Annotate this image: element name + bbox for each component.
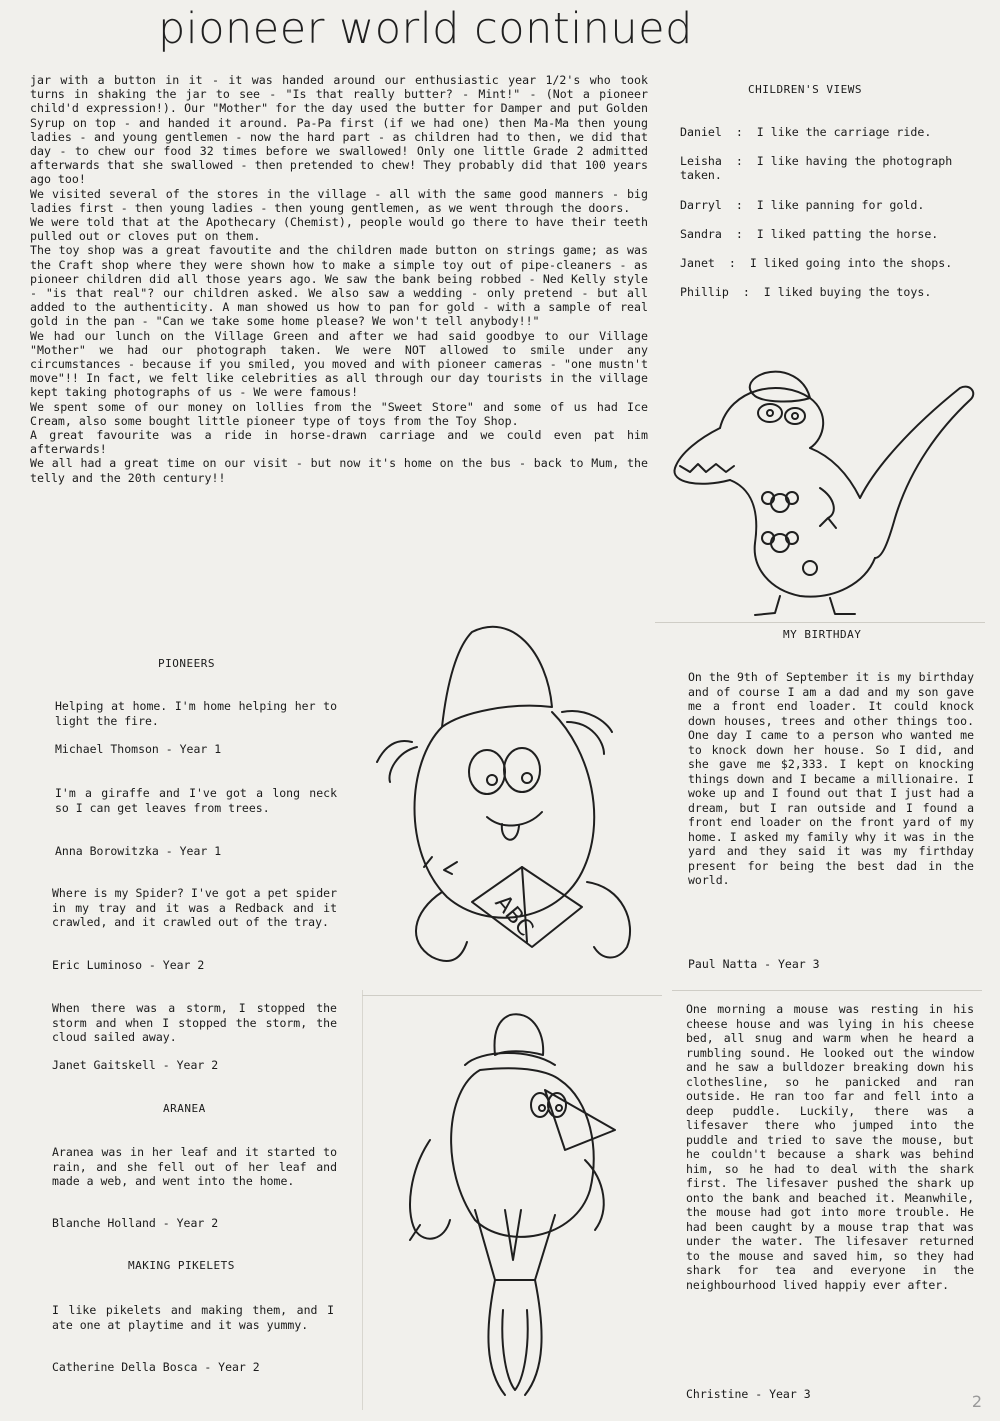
page-title: pioneer world continued xyxy=(158,4,693,54)
birthday-heading: MY BIRTHDAY xyxy=(783,628,862,641)
main-story xyxy=(30,73,648,485)
pioneers-heading: PIONEERS xyxy=(158,657,215,670)
story-paragraph: The toy shop was a great favoutite and the children made button on strings game; as was the Craft shop where they were shown how to make a simple toy out of pipe-cleaners - as pioneer children did all those years ago. We saw the bank being robbed - Ned Kelly style - "is that real"? our children asked. We also saw a wedding - only pretend - but all added to the authenticity. A man showed us how to pan for gold - with a sample of real gold in the pan - "Can we take some home please? We won't tell anybody!!" xyxy=(30,243,648,329)
poem-text: Aranea was in her leaf and it started to rain, and she fell out of her leaf and made a web, and went into the home. xyxy=(52,1145,337,1188)
view-item: Daniel : I like the carriage ride. xyxy=(680,125,932,139)
bird-character-illustration xyxy=(385,1010,625,1410)
poem-text: Where is my Spider? I've got a pet spider in my tray and it was a Redback and it crawled, and it crawled out of the tray. xyxy=(52,886,337,929)
byline: Christine - Year 3 xyxy=(686,1387,811,1401)
view-item: Phillip : I liked buying the toys. xyxy=(680,285,932,300)
birthday-text: On the 9th of September it is my birthday and of course I am a dad and my son gave me a front end loader. It could knock down houses, trees and other things too. One day I came to a person who wanted me to knock down her house. So I did, and she gave me $2,333. I kept on knocking things down and I became a millionaire. I woke up and I found out that I just had a dream, but I ran outside and I found a front end loader on the front yard of my home. I asked my family why it was in the yard and they said it was my firthday present for being the best dad in the world. xyxy=(688,670,974,887)
story-paragraph: We visited several of the stores in the village - all with the same good manners - big ladies first - then young ladies - then young gentlemen, as we went through the doors. xyxy=(30,186,648,215)
byline: Eric Luminoso - Year 2 xyxy=(52,958,205,972)
byline: Paul Natta - Year 3 xyxy=(688,957,820,971)
view-item: Janet : I liked going into the shops. xyxy=(680,256,953,271)
byline: Blanche Holland - Year 2 xyxy=(52,1216,219,1230)
egg-character-reading-illustration xyxy=(372,612,647,982)
divider xyxy=(672,990,982,991)
story-paragraph: We spent some of our money on lollies from the "Sweet Store" and some of us had Ice Cream, also some bought little pioneer type of toys from the Toy Shop. xyxy=(30,399,648,428)
book-cover-text: ABC xyxy=(489,890,538,942)
byline: Anna Borowitzka - Year 1 xyxy=(55,844,222,858)
view-item: Leisha : I like having the photograph taken. xyxy=(680,154,953,183)
divider xyxy=(362,990,363,1410)
poem-text: I'm a giraffe and I've got a long neck so I can get leaves from trees. xyxy=(55,786,337,815)
poem-text: I like pikelets and making them, and I ate one at playtime and it was yummy. xyxy=(52,1303,334,1332)
divider xyxy=(362,995,662,996)
story-paragraph: We all had a great time on our visit - but now it's home on the bus - back to Mum, the telly and the 20th century!! xyxy=(30,456,648,485)
aranea-heading: ARANEA xyxy=(163,1102,206,1115)
view-item: Sandra : I liked patting the horse. xyxy=(680,226,939,241)
dinosaur-illustration xyxy=(660,368,980,618)
story-paragraph: We were told that at the Apothecary (Chemist), people would go there to have their teeth pulled out or cloves put on them. xyxy=(30,215,648,244)
view-item: Darryl : I like panning for gold. xyxy=(680,197,925,212)
story-paragraph: jar with a button in it - it was handed around our enthusiastic year 1/2's who took turns in shaking the jar to see - "Is that really butter? - Mint!" - (Not a pioneer child'd expression!). Our "Mother" for the day used the butter for Damper and put Golden Syrup on top - and handed it around. Pa-Pa first (if we had one) then Ma-Ma then young ladies - and young gentlemen - now the hard part - as children had to then, we did that day - to chew our food 32 times before we swallowed! Only one little Grade 2 admitted afterwards that she swallowed - then pretended to chew! They probably did that 100 years ago too! xyxy=(30,73,648,187)
poem-text: Helping at home. I'm home helping her to light the fire. xyxy=(55,699,337,728)
story-paragraph: We had our lunch on the Village Green and after we had said goodbye to our Village "Mother" we had our photograph taken. We were NOT allowed to smile under any circumstances - because if you smiled, you moved and with pioneer cameras - "one mustn't move"!! In fact, we felt like celebrities as all through our day tourists in the village kept taking photographs of us - We were famous! xyxy=(30,328,648,400)
story-paragraph: A great favourite was a ride in horse-drawn carriage and we could even pat him afterwards! xyxy=(30,428,648,457)
byline: Michael Thomson - Year 1 xyxy=(55,742,222,756)
divider xyxy=(655,622,985,623)
pikelets-heading: MAKING PIKELETS xyxy=(128,1259,235,1272)
mouse-story-text: One morning a mouse was resting in his cheese house and was lying in his cheese bed, all snug and warm when he heard a rumbling sound. He looked out the window and he saw a bulldozer breaking down his clothesline, so he panicked and ran outside. He ran too far and fell into a deep puddle. Luckily, there was a lifesaver there who jumped into the puddle and tried to save the mouse, but he couldn't because a shark was behind him, so he had to deal with the shark first. The lifesaver pushed the shark up onto the bank and beached it. Meanwhile, the mouse had got into more trouble. He had been caught by a mouse trap that was under the water. The lifesaver returned to the mouse and saved him, so they had shark for tea and everyone in the neighbourhood lived happiy ever after. xyxy=(686,1002,974,1292)
byline: Janet Gaitskell - Year 2 xyxy=(52,1058,219,1072)
poem-text: When there was a storm, I stopped the storm and when I stopped the storm, the cloud sailed away. xyxy=(52,1001,337,1044)
byline: Catherine Della Bosca - Year 2 xyxy=(52,1360,260,1374)
childrens-views-heading: CHILDREN'S VIEWS xyxy=(748,83,862,96)
page-number: 2 xyxy=(971,1392,982,1411)
childrens-views-list xyxy=(680,125,960,314)
